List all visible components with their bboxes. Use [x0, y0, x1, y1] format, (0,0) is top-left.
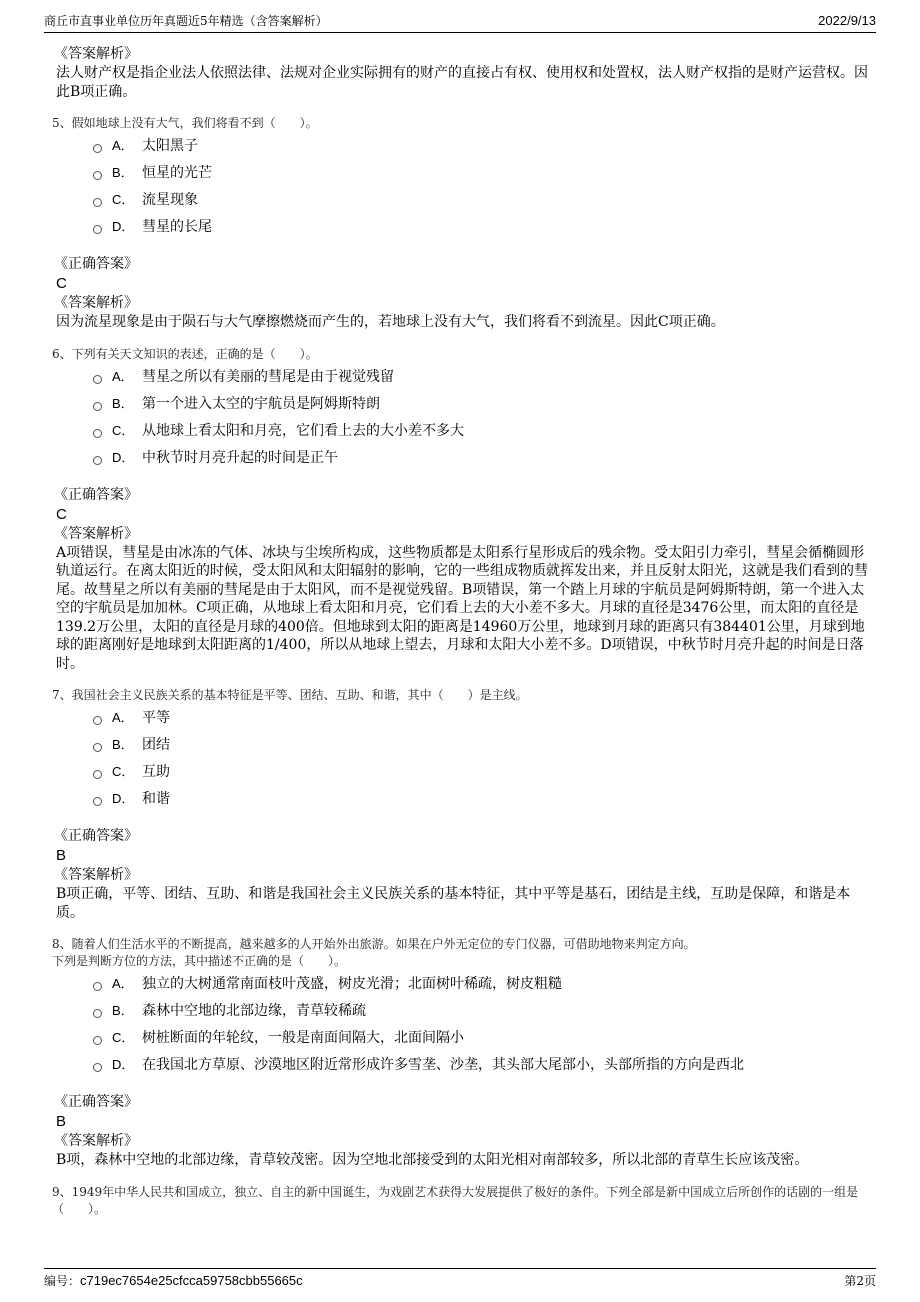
radio-icon[interactable] — [93, 1063, 102, 1072]
question-9 — [52, 1184, 876, 1218]
option-a[interactable]: A． 平等 — [93, 708, 876, 735]
radio-icon[interactable] — [93, 770, 102, 779]
document-title: 商丘市直事业单位历年真题近5年精选（含答案解析） — [44, 14, 328, 28]
radio-icon[interactable] — [93, 198, 102, 207]
correct-answer-label: 《正确答案》 — [54, 1094, 138, 1110]
question-stem: 6、下列有关天文知识的表述，正确的是（ ）。 — [52, 346, 318, 361]
question-5 — [52, 115, 876, 332]
option-d[interactable]: D． 彗星的长尾 — [93, 217, 876, 244]
correct-answer-label: 《正确答案》 — [54, 486, 138, 503]
option-list — [93, 974, 876, 1082]
document-date: 2022/9/13 — [818, 13, 876, 28]
radio-icon[interactable] — [93, 456, 102, 465]
explanation-label: 《答案解析》 — [54, 525, 138, 542]
explanation-text: 法人财产权是指企业法人依照法律、法规对企业实际拥有的财产的直接占有权、使用权和处置权，法人财产权指的是财产运营权。因此B项正确。 — [56, 65, 868, 100]
question-8 — [52, 936, 876, 1170]
radio-icon[interactable] — [93, 1009, 102, 1018]
option-a[interactable]: A． 太阳黑子 — [93, 136, 876, 163]
explanation-text: B项，森林中空地的北部边缘，青草较茂密。因为空地北部接受到的太阳光相对南部较多，所以北部的青草生长应该茂密。 — [56, 1152, 809, 1168]
correct-answer: B — [56, 847, 67, 864]
question-7 — [52, 687, 876, 922]
option-b[interactable]: B． 团结 — [93, 735, 876, 762]
option-b[interactable]: B． 恒星的光芒 — [93, 163, 876, 190]
option-d[interactable]: D． 和谐 — [93, 789, 876, 816]
option-d[interactable]: D． 在我国北方草原、沙漠地区附近常形成许多雪垄、沙垄，其头部大尾部小，头部所指的方向是西北 — [93, 1055, 876, 1082]
question-stem-line-2: 下列是判断方位的方法，其中描述不正确的是（ ）。 — [52, 954, 347, 968]
radio-icon[interactable] — [93, 1036, 102, 1045]
radio-icon[interactable] — [93, 402, 102, 411]
option-c[interactable]: C． 流星现象 — [93, 190, 876, 217]
question-stem: 9、1949年中华人民共和国成立，独立、自主的新中国诞生，为戏剧艺术获得大发展提供了极好的条件。下列全部是新中国成立后所创作的话剧的一组是（ ）。 — [52, 1184, 859, 1216]
page-content — [52, 44, 876, 1218]
correct-answer-label: 《正确答案》 — [54, 828, 138, 844]
radio-icon[interactable] — [93, 982, 102, 991]
radio-icon[interactable] — [93, 797, 102, 806]
correct-answer: C — [56, 275, 67, 292]
radio-icon[interactable] — [93, 375, 102, 384]
option-c[interactable]: C． 从地球上看太阳和月亮，它们看上去的大小差不多大 — [93, 421, 876, 448]
correct-answer: C — [56, 505, 67, 523]
explanation-text: B项正确，平等、团结、互助、和谐是我国社会主义民族关系的基本特征，其中平等是基石，团结是主线，互助是保障，和谐是本质。 — [56, 886, 851, 921]
option-b[interactable]: B． 第一个进入太空的宇航员是阿姆斯特朗 — [93, 394, 876, 421]
explanation-label: 《答案解析》 — [54, 295, 138, 311]
option-d[interactable]: D． 中秋节时月亮升起的时间是正午 — [93, 448, 876, 475]
document-code: 编号：c719ec7654e25cfcca59758cbb55665c — [44, 1273, 303, 1288]
correct-answer: B — [56, 1113, 67, 1130]
explanation-label: 《答案解析》 — [54, 1133, 138, 1149]
radio-icon[interactable] — [93, 429, 102, 438]
radio-icon[interactable] — [93, 225, 102, 234]
option-a[interactable]: A． 独立的大树通常南面枝叶茂盛，树皮光滑；北面树叶稀疏，树皮粗糙 — [93, 974, 876, 1001]
explanation-label: 《答案解析》 — [54, 46, 138, 62]
correct-answer-label: 《正确答案》 — [54, 256, 138, 272]
page-header — [44, 10, 876, 33]
page-footer — [44, 1268, 876, 1293]
explanation-label: 《答案解析》 — [54, 867, 138, 883]
option-b[interactable]: B． 森林中空地的北部边缘，青草较稀疏 — [93, 1001, 876, 1028]
question-stem: 5、假如地球上没有大气，我们将看不到（ ）。 — [52, 116, 318, 130]
option-c[interactable]: C． 树桩断面的年轮纹，一般是南面间隔大，北面间隔小 — [93, 1028, 876, 1055]
option-list — [93, 136, 876, 244]
top-explanation — [56, 44, 876, 101]
radio-icon[interactable] — [93, 716, 102, 725]
question-stem: 7、我国社会主义民族关系的基本特征是平等、团结、互助、和谐，其中（ ）是主线。 — [52, 688, 528, 702]
option-list — [93, 367, 876, 475]
radio-icon[interactable] — [93, 144, 102, 153]
option-list — [93, 708, 876, 816]
radio-icon[interactable] — [93, 171, 102, 180]
radio-icon[interactable] — [93, 743, 102, 752]
question-stem: 8、随着人们生活水平的不断提高，越来越多的人开始外出旅游。如果在户外无定位的专门仪器，可借助地物来判定方向。 — [52, 937, 696, 951]
option-a[interactable]: A． 彗星之所以有美丽的彗尾是由于视觉残留 — [93, 367, 876, 394]
question-6 — [52, 346, 876, 674]
explanation-text: 因为流星现象是由于陨石与大气摩擦燃烧而产生的，若地球上没有大气，我们将看不到流星。因此C项正确。 — [56, 314, 725, 330]
explanation-text: A项错误，彗星是由冰冻的气体、冰块与尘埃所构成，这些物质都是太阳系行星形成后的残余物。受太阳引力牵引，彗星会循椭圆形轨道运行。在离太阳近的时候，受太阳风和太阳辐射的影响，它的一些组成物质就挥发出来，并且反射太阳光，这就是我们看到的彗尾。故彗星之所以有美丽的彗尾是由于太阳风，而不是视觉残留。B项错误，第一个踏上月球的宇航员是阿姆斯特朗，第一个进入太空的宇航员是加加林。C项正确，从地球上看太阳和月亮，它们看上去的大小差不多大。月球的直径是3476公里，而太阳的直径是139.2万公里，太阳的直径是月球的400倍。但地球到太阳的距离是14960万公里，地球到月球的距离只有384401公里，月球到地球的距离刚好是地球到太阳距离的1/400，所以从地球上望去，月球和太阳大小差不多。D项错误，中秋节时月亮升起的时间是日落时。 — [56, 544, 868, 672]
page-number: 第2页 — [844, 1274, 876, 1288]
option-c[interactable]: C． 互助 — [93, 762, 876, 789]
